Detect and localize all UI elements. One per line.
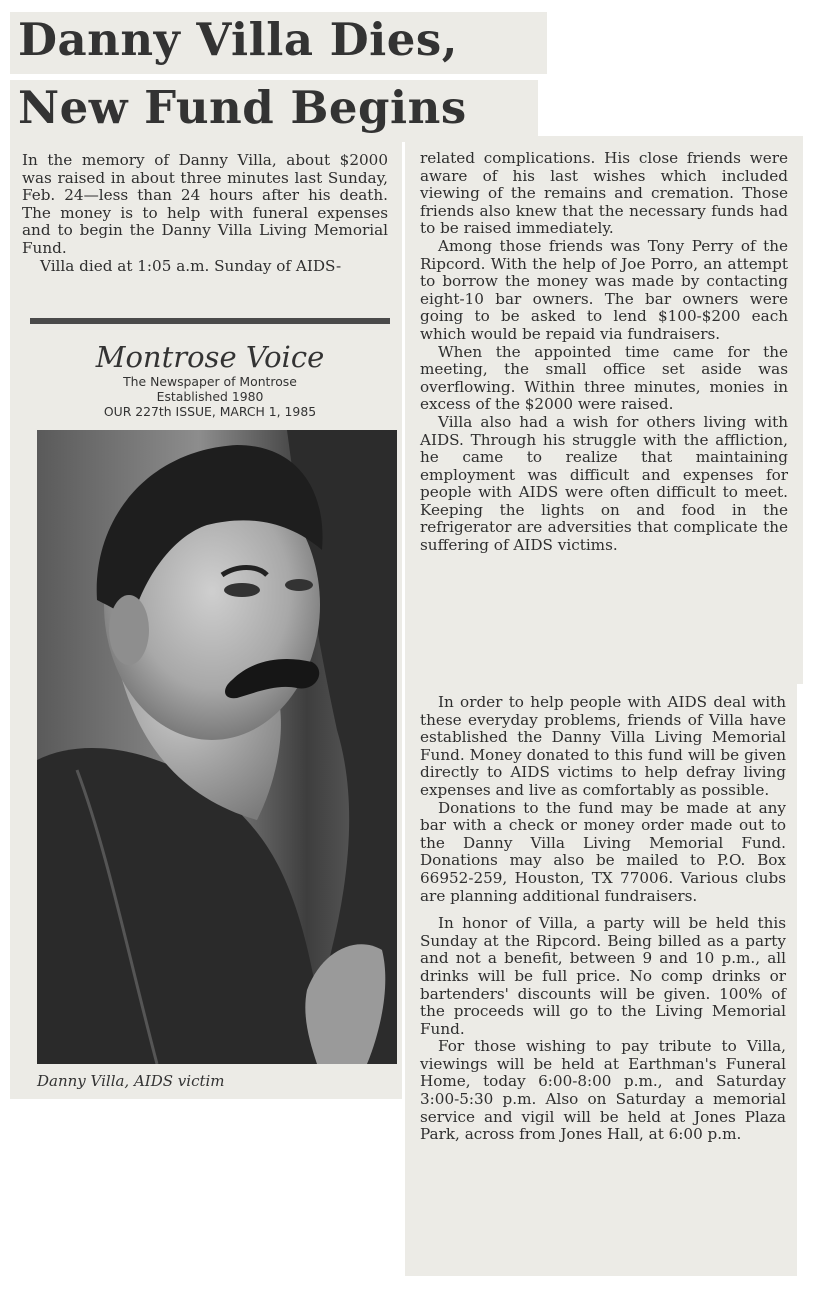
right-paragraph-4: Villa also had a wish for others living with AIDS. Through his struggle with the affliction, he came to realize that maintaining employment was difficult and expenses for people with AIDS were often difficult to meet. Keeping the lights on and food in the refrigerator are adversities that complicate the suffering of AIDS victims. xyxy=(420,412,788,555)
lower-paragraph-2: Donations to the fund may be made at any bar with a check or money order made out to the Danny Villa Living Memorial Fund. Donations may also be mailed to P.O. Box 66952-259, Houston, TX 77006. Various clubs are planning additional fundraisers. xyxy=(420,798,786,905)
lower-paragraph-1: In order to help people with AIDS deal with these everyday problems, friends of Villa have established the Danny Villa Living Memorial Fund. Money donated to this fund will be given directly to AIDS victims to help defray living expenses and live as comfortably as possible. xyxy=(420,693,786,799)
left-paragraph-1: In the memory of Danny Villa, about $2000 was raised in about three minutes last Sunday, Feb. 24—less than 24 hours after his death. The money is to help with funeral expenses and to begin the Danny Villa Living Memorial Fund. xyxy=(22,151,388,257)
lower-paragraph-3: In honor of Villa, a party will be held this Sunday at the Ripcord. Being billed as a party and not a benefit, between 9 and 10 p.m., all drinks will be full price. No comp drinks or bartenders' discounts will be given. 100% of the proceeds will go to the Living Memorial Fund. xyxy=(420,914,786,1038)
portrait-illustration xyxy=(37,430,397,1064)
right-paragraph-3: When the appointed time came for the meeting, the small office set aside was overflowing. Within three minutes, monies in excess of the $2000 were raised. xyxy=(420,342,788,414)
left-paragraph-2: Villa died at 1:05 a.m. Sunday of AIDS- xyxy=(40,256,342,275)
headline-line-2: New Fund Begins xyxy=(18,81,467,134)
masthead-tagline: The Newspaper of Montrose xyxy=(123,374,297,389)
right-paragraph-2: Among those friends was Tony Perry of the Ripcord. With the help of Joe Porro, an attempt to borrow the money was made by contacting eight-10 bar owners. The bar owners were going to be asked to lend $100-$200 each which would be repaid via fundraisers. xyxy=(420,236,788,343)
masthead xyxy=(30,340,390,419)
headline-box-2 xyxy=(10,80,538,142)
headline-box-1 xyxy=(10,12,547,74)
photo-caption: Danny Villa, AIDS victim xyxy=(37,1072,225,1090)
divider-rule xyxy=(30,318,390,324)
headline-line-1: Danny Villa Dies, xyxy=(18,13,458,66)
lower-column-text xyxy=(420,694,786,1144)
masthead-name: Montrose Voice xyxy=(95,340,325,374)
left-column-text xyxy=(22,152,388,275)
masthead-issue: OUR 227th ISSUE, MARCH 1, 1985 xyxy=(103,404,317,419)
portrait-photo xyxy=(37,430,397,1064)
lower-paragraph-4: For those wishing to pay tribute to Villa, viewings will be held at Earthman's Funeral Home, today 6:00-8:00 p.m., and Saturday 3:00-5:30 p.m. Also on Saturday a memorial service and vigil will be held at Jones Plaza Park, across from Jones Hall, at 6:00 p.m. xyxy=(420,1037,786,1144)
masthead-established: Established 1980 xyxy=(156,389,264,404)
right-paragraph-1: related complications. His close friends were aware of his last wishes which included viewing of the remains and cremation. Those friends also knew that the necessary funds had to be raised immediately. xyxy=(420,149,788,238)
right-column-text xyxy=(420,150,788,555)
